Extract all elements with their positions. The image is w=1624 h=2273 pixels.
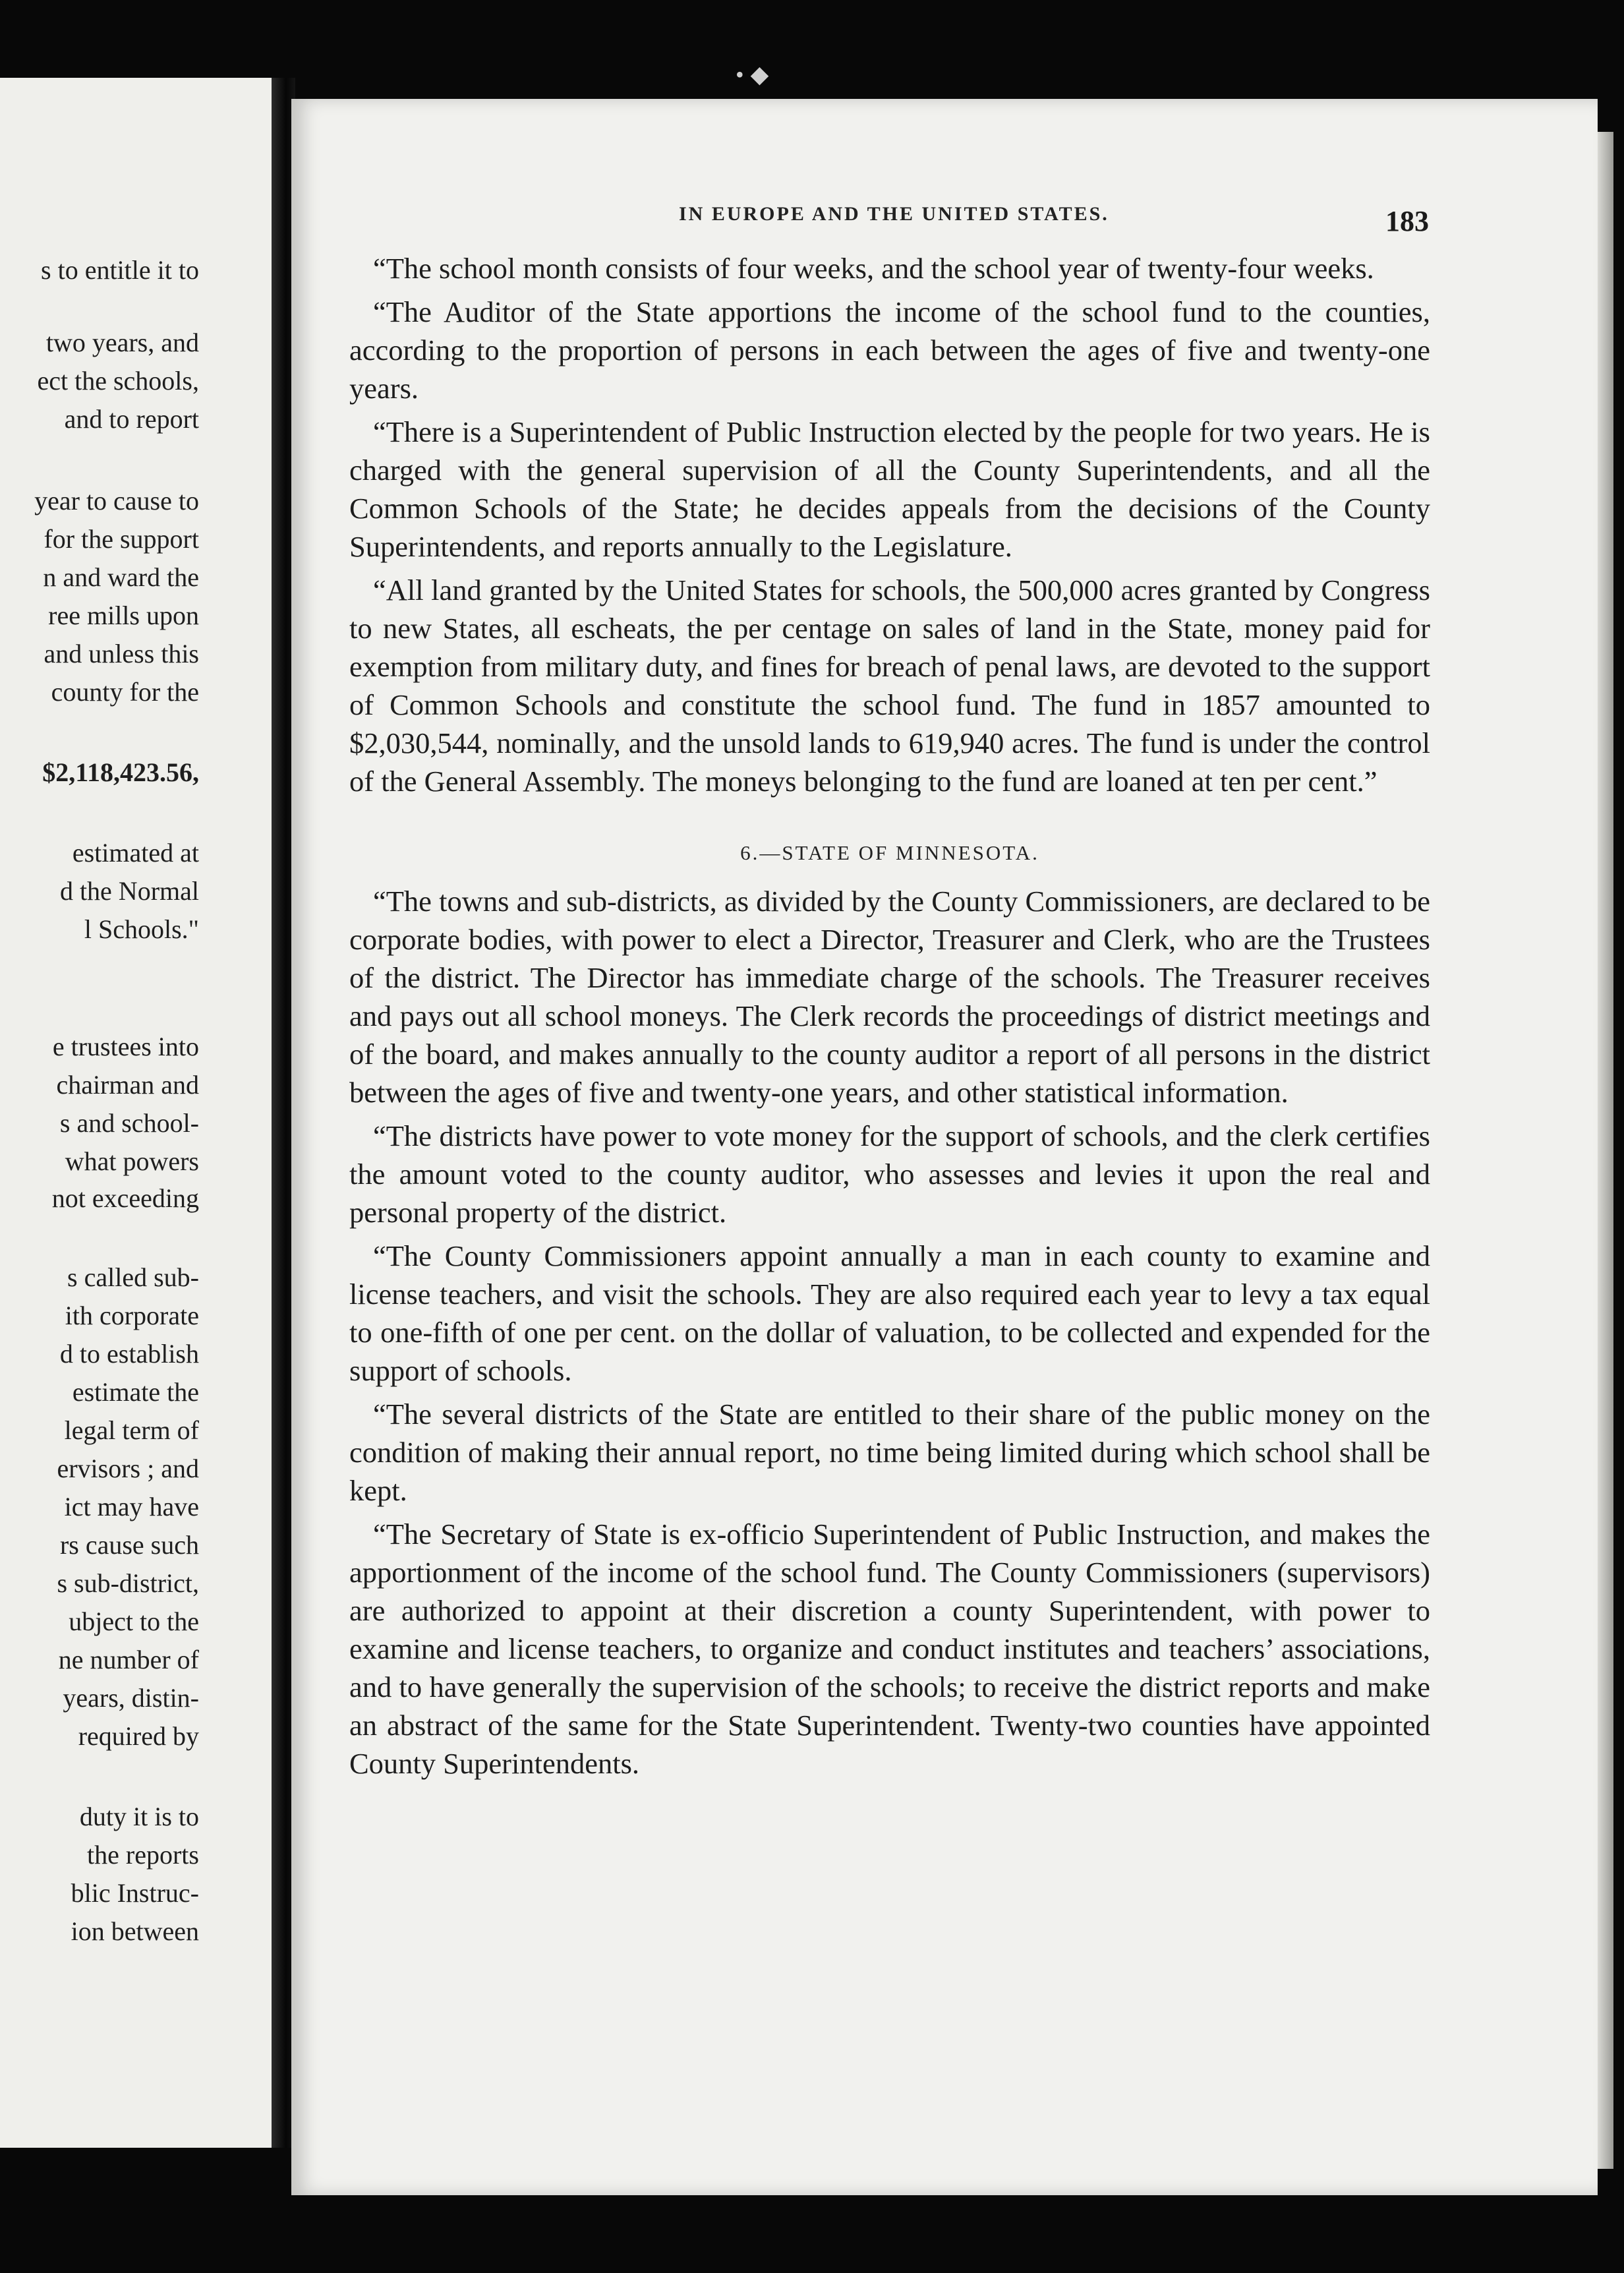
page-body: [349, 249, 1430, 1788]
running-head: IN EUROPE AND THE UNITED STATES.: [679, 203, 1109, 225]
section-heading: 6.—STATE OF MINNESOTA.: [740, 841, 1039, 864]
left-page-line: years, distin-: [63, 1683, 199, 1713]
left-page-line: l Schools.": [84, 914, 199, 944]
page-edge: [1598, 132, 1613, 2169]
left-page-line: not exceeding: [51, 1183, 199, 1213]
left-page-line: s called sub-: [67, 1262, 199, 1292]
paragraph: “The Secretary of State is ex-officio Superintendent of Public Instruction, and makes the apportionment of the income of the school fund. The County Commissioners (supervisors) are authorized to appoint at their discretion a county Superintendent, with power to examine and license teachers, to organize and conduct institutes and teachers’ associations, and to have generally the supervision of the schools; to receive the district reports and make an abstract of the same for the State Superintendent. Twenty-two counties have appointed County Superintendents.: [349, 1518, 1430, 1780]
paragraph: “The County Commissioners appoint annually a man in each county to examine and license teachers, and visit the schools. They are also required each year to levy a tax equal to one-fifth of one per cent. on the dollar of valuation, to be collected and expended for the support of schools.: [349, 1239, 1430, 1387]
left-page-line: legal term of: [64, 1415, 199, 1445]
left-page-line: ith corporate: [65, 1301, 199, 1330]
left-page-line: estimated at: [72, 838, 199, 868]
left-page-line: ne number of: [58, 1645, 199, 1674]
left-page-line: s to entitle it to: [41, 255, 199, 285]
left-page-line: estimate the: [72, 1377, 199, 1407]
left-page-line: s and school-: [59, 1108, 199, 1138]
paragraph: “The towns and sub-districts, as divided by the County Commissioners, are declared to be corporate bodies, with power to elect a Director, Treasurer and Clerk, who are the Trustees of the district. The Director has immediate charge of the schools. The Treasurer receives and pays out all school moneys. The Clerk records the proceedings of district meetings and of the board, and makes annually to the county auditor a report of all persons in the district between the ages of five and twenty-one years, and other statistical information.: [349, 885, 1430, 1109]
page-number: 183: [1385, 205, 1429, 237]
left-page-line: $2,118,423.56,: [42, 757, 199, 787]
left-page-line: d to establish: [59, 1339, 199, 1369]
left-page-line: two years, and: [45, 328, 199, 357]
left-page-line: ree mills upon: [48, 601, 199, 630]
left-page-line: year to cause to: [34, 486, 199, 516]
paragraph: “The districts have power to vote money for the support of schools, and the clerk certifies the amount voted to the county auditor, who assesses and levies it upon the real and personal property of the district.: [349, 1119, 1430, 1229]
left-page-line: required by: [78, 1721, 199, 1751]
left-page-line: ict may have: [64, 1492, 199, 1521]
left-facing-page: [0, 78, 278, 2148]
left-page-line: and unless this: [44, 639, 199, 668]
left-page-line: d the Normal: [59, 876, 199, 906]
left-page-line: ervisors ; and: [57, 1454, 199, 1483]
left-page-line: duty it is to: [79, 1802, 199, 1831]
left-page-line: county for the: [51, 677, 199, 707]
left-page-line: for the support: [44, 524, 199, 554]
scan-mark: •◆: [736, 61, 776, 88]
left-page-line: chairman and: [56, 1070, 199, 1100]
left-page-line: what powers: [65, 1146, 199, 1176]
paragraph: “The school month consists of four weeks, and the school year of twenty-four weeks.: [373, 252, 1374, 285]
left-page-line: ubject to the: [69, 1607, 199, 1636]
left-page-line: e trustees into: [52, 1032, 199, 1061]
left-page-line: ect the schools,: [37, 366, 199, 396]
paragraph: “The several districts of the State are entitled to their share of the public money on the condition of making their annual report, no time being limited during which school shall be kept.: [349, 1398, 1430, 1507]
paragraph: “There is a Superintendent of Public Instruction elected by the people for two years. He is charged with the general supervision of all the County Superintendents, and all the Common Schools of the State; he decides appeals from the decisions of the County Superintendents, and reports annually to the Legislature.: [349, 415, 1430, 563]
left-page-line: rs cause such: [59, 1530, 199, 1560]
left-page-line: s sub-district,: [57, 1568, 199, 1598]
left-page-line: the reports: [87, 1840, 199, 1870]
paragraph: “The Auditor of the State apportions the income of the school fund to the counties, according to the proportion of persons in each between the ages of five and twenty-one years.: [349, 295, 1430, 405]
left-page-line: n and ward the: [43, 562, 199, 592]
left-page-line: blic Instruc-: [71, 1878, 199, 1908]
paragraph: “All land granted by the United States for schools, the 500,000 acres granted by Congress to new States, all escheats, the per centage on sales of land in the State, money paid for exemption from military duty, and fines for breach of penal laws, are devoted to the support of Common Schools and constitute the school fund. The fund in 1857 amounted to $2,030,544, nominally, and the unsold lands to 619,940 acres. The fund is under the control of the General Assembly. The moneys belonging to the fund are loaned at ten per cent.”: [349, 574, 1430, 798]
left-page-line: and to report: [64, 404, 199, 434]
left-page-line: ion between: [71, 1916, 199, 1946]
